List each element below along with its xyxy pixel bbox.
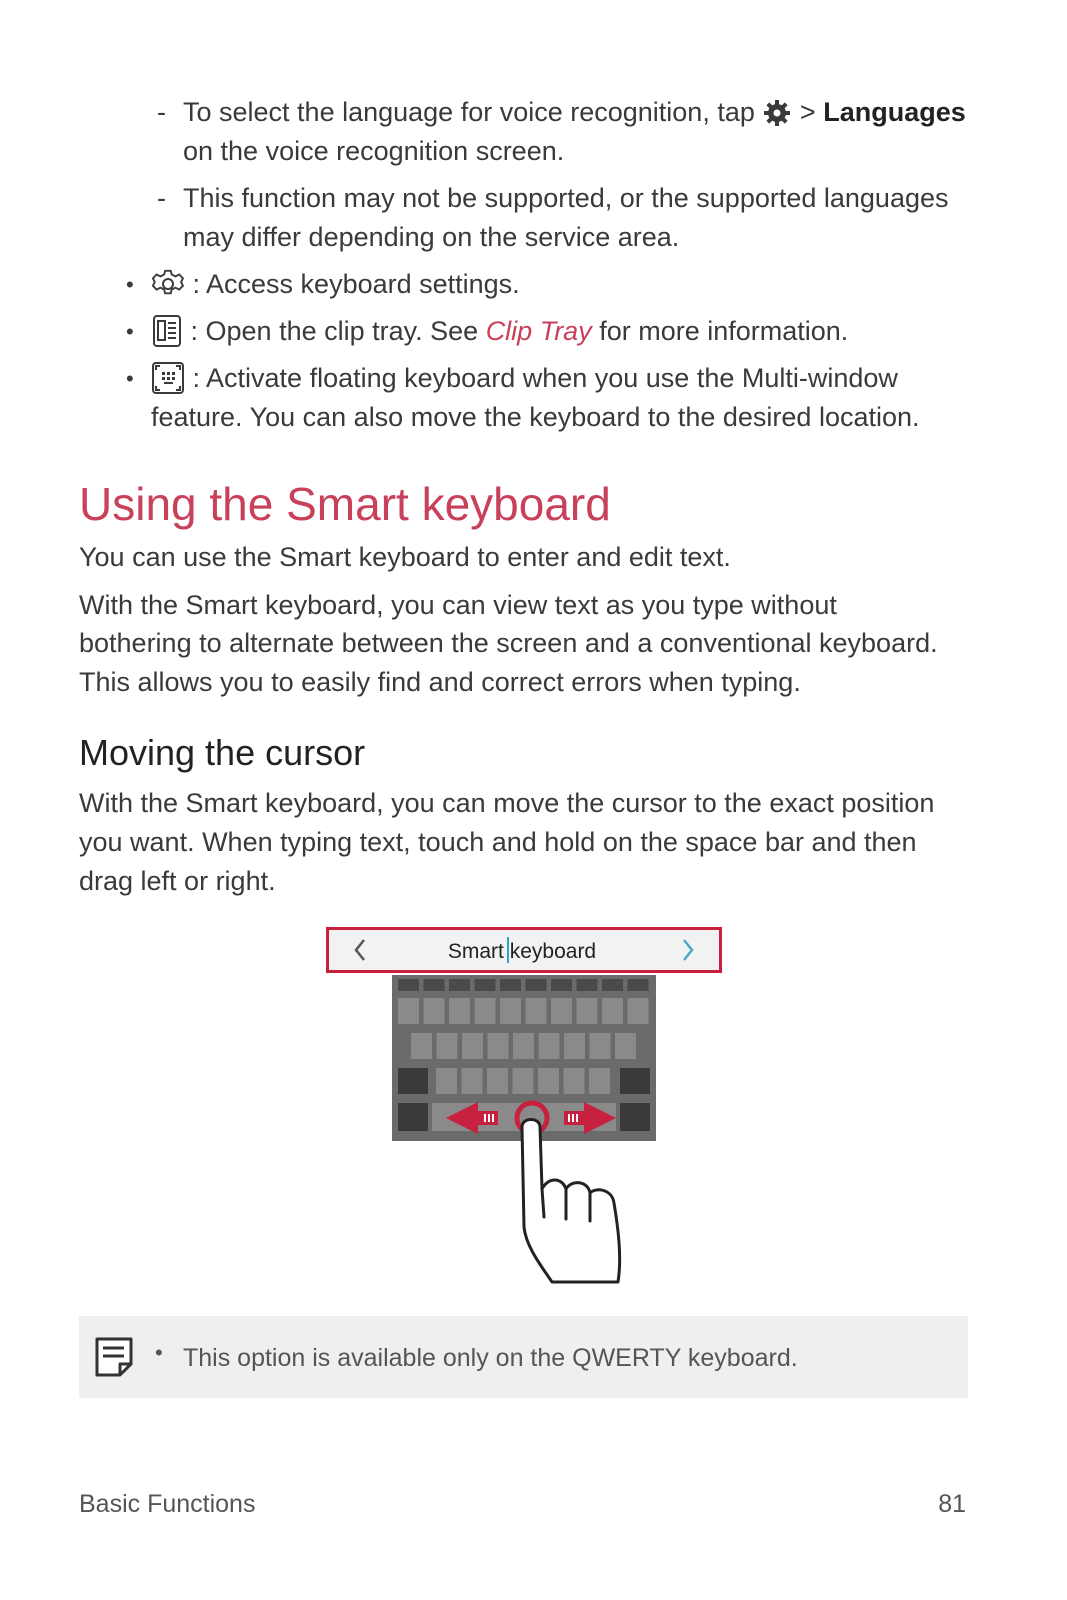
section-title: Using the Smart keyboard xyxy=(79,478,611,530)
keyboard-key xyxy=(577,998,598,1024)
floating-keyboard-text-2: feature. You can also move the keyboard to the desired location. xyxy=(151,402,920,432)
keyboard-key xyxy=(437,1033,458,1059)
section-paragraph-line-1: With the Smart keyboard, you can view text as you type without xyxy=(79,590,837,620)
keyboard-key xyxy=(475,998,496,1024)
bullet-marker: • xyxy=(126,366,134,391)
keyboard-key xyxy=(526,979,547,991)
settings-outline-icon xyxy=(151,266,185,305)
voice-language-instruction xyxy=(183,93,983,133)
keyboard-key xyxy=(538,1068,559,1094)
arrow-separator: > xyxy=(799,97,816,127)
keyboard-key xyxy=(615,1033,636,1059)
keyboard-key xyxy=(398,998,419,1024)
floating-keyboard-text-1: : Activate floating keyboard when you use the Multi-window xyxy=(192,363,898,393)
keyboard-key xyxy=(564,1068,585,1094)
note-box xyxy=(79,1316,968,1398)
keyboard-key xyxy=(487,1068,508,1094)
keyboard-key xyxy=(411,1033,432,1059)
keyboard-key xyxy=(398,1068,428,1094)
section-intro: You can use the Smart keyboard to enter and edit text. xyxy=(79,542,731,572)
keyboard-key xyxy=(475,979,496,991)
keyboard-key xyxy=(500,979,521,991)
keyboard-key xyxy=(564,1033,585,1059)
keyboard-key xyxy=(589,1068,610,1094)
clip-tray-item xyxy=(151,312,848,352)
dash-marker: - xyxy=(157,183,166,213)
note-text: This option is available only on the QWERTY keyboard. xyxy=(183,1344,798,1372)
keyboard-key xyxy=(602,998,623,1024)
keyboard-key xyxy=(424,998,445,1024)
keyboard-key xyxy=(628,979,649,991)
subsection-paragraph-line-3: drag left or right. xyxy=(79,866,276,896)
note-bullet: • xyxy=(155,1340,163,1365)
keyboard-key xyxy=(449,998,470,1024)
page-number: 81 xyxy=(938,1490,966,1518)
keyboard-key xyxy=(620,1068,650,1094)
smart-keyboard-illustration xyxy=(326,927,722,1287)
keyboard-key xyxy=(500,998,521,1024)
clip-tray-link[interactable]: Clip Tray xyxy=(485,316,592,346)
keyboard-key xyxy=(551,979,572,991)
keyboard-key xyxy=(526,998,547,1024)
dash-marker: - xyxy=(157,97,166,127)
clip-tray-text-end: for more information. xyxy=(599,316,849,346)
hand-pointer-icon xyxy=(522,1120,620,1283)
clipboard-icon xyxy=(151,313,183,352)
voice-language-text-2: on the voice recognition screen. xyxy=(183,136,565,166)
keyboard-key xyxy=(602,979,623,991)
keyboard-key xyxy=(513,1068,534,1094)
keyboard-key xyxy=(449,979,470,991)
bullet-marker: • xyxy=(126,272,134,297)
subsection-title: Moving the cursor xyxy=(79,732,366,773)
settings-item-text: : Access keyboard settings. xyxy=(192,269,520,299)
keyboard-key xyxy=(398,979,419,991)
subsection-paragraph-line-1: With the Smart keyboard, you can move the cursor to the exact position xyxy=(79,788,935,818)
support-note-line-2: may differ depending on the service area. xyxy=(183,222,680,252)
keyboard-key xyxy=(398,1103,428,1131)
keyboard-key xyxy=(620,1103,650,1131)
support-note-line-1: This function may not be supported, or the supported languages xyxy=(183,183,949,213)
keyboard-key xyxy=(539,1033,560,1059)
keyboard-key xyxy=(628,998,649,1024)
keyboard-key xyxy=(513,1033,534,1059)
keyboard-key xyxy=(488,1033,509,1059)
keyboard-key xyxy=(424,979,445,991)
keyboard-key xyxy=(551,998,572,1024)
keyboard-key xyxy=(577,979,598,991)
floating-keyboard-item xyxy=(151,359,898,399)
section-paragraph-line-3: This allows you to easily find and correct errors when typing. xyxy=(79,667,801,697)
settings-gear-filled-icon xyxy=(762,94,792,133)
keyboard-key xyxy=(462,1068,483,1094)
floating-keyboard-icon xyxy=(151,360,185,399)
note-icon xyxy=(94,1336,134,1383)
languages-menu-label: Languages xyxy=(823,97,966,127)
subsection-paragraph-line-2: you want. When typing text, touch and hold on the space bar and then xyxy=(79,827,917,857)
voice-language-text: To select the language for voice recognition, tap xyxy=(183,97,755,127)
keyboard-key xyxy=(462,1033,483,1059)
footer-section-label: Basic Functions xyxy=(79,1490,256,1518)
settings-item xyxy=(151,265,520,305)
bullet-marker: • xyxy=(126,319,134,344)
clip-tray-text: : Open the clip tray. See xyxy=(190,316,479,346)
keyboard-key xyxy=(590,1033,611,1059)
section-paragraph-line-2: bothering to alternate between the screen and a conventional keyboard. xyxy=(79,628,938,658)
keyboard-key xyxy=(436,1068,457,1094)
preview-text: Smart keyboard xyxy=(447,940,597,963)
